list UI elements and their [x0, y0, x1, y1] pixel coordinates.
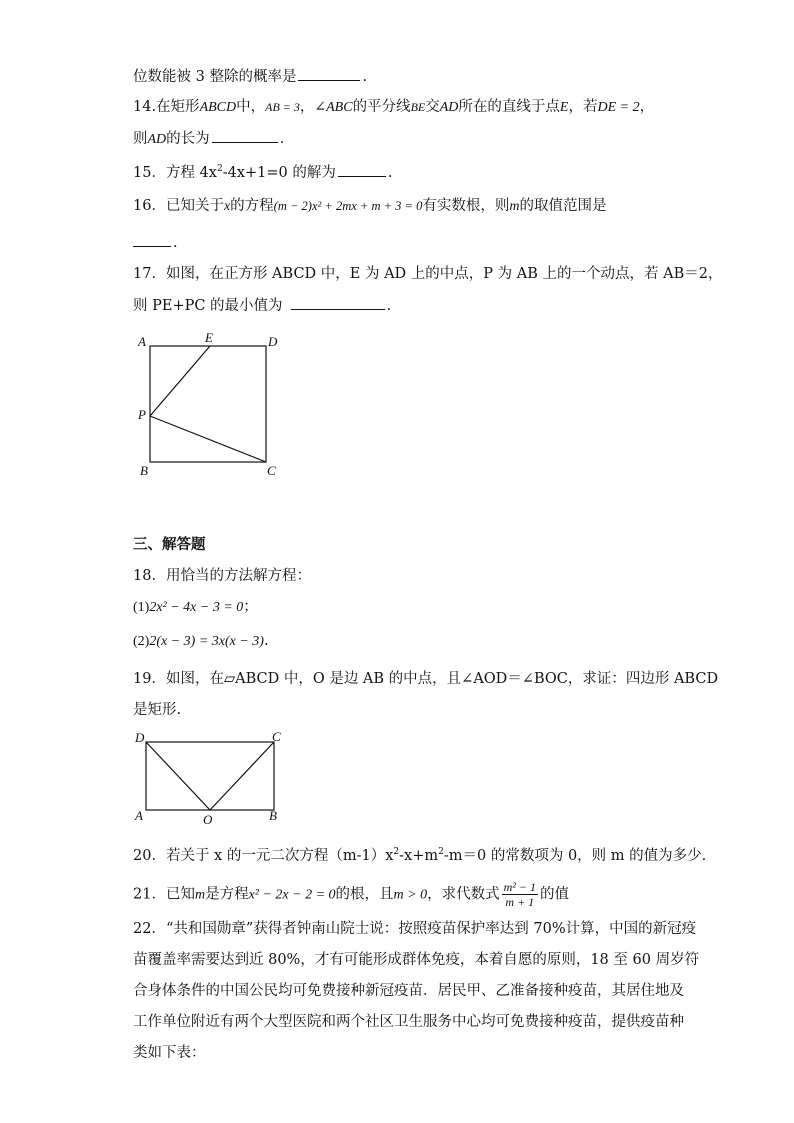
q16-text: 的方程: [230, 198, 274, 214]
square-abcd: [150, 346, 266, 462]
q18-text: ；: [243, 599, 258, 615]
q20-sup: 2: [393, 847, 400, 857]
rectangle-abcd: [146, 742, 274, 810]
q21-line: [133, 880, 569, 909]
section-heading: 三、解答题: [133, 536, 206, 553]
label-p: P: [138, 407, 146, 422]
label-b: B: [269, 808, 277, 823]
q14-math: E: [559, 100, 569, 115]
q20-text: -x+m: [399, 847, 439, 864]
q15-text: 15．方程 4x: [133, 164, 217, 181]
answer-blank-17[interactable]: [291, 295, 385, 310]
q18-part-1: [133, 597, 258, 618]
label-d: D: [268, 334, 278, 349]
answer-blank-15[interactable]: [338, 162, 386, 177]
q14-text: 交: [425, 99, 440, 115]
figure-17-square: [130, 328, 290, 478]
q17-line-1: 17．如图，在正方形 ABCD 中，E 为 AD 上的中点，P 为 AB 上的一个动点，若 AB＝2，: [133, 266, 723, 282]
segment-do: [146, 742, 210, 810]
label-c: C: [267, 463, 276, 478]
q21-fraction: [502, 880, 538, 909]
fraction-denominator: m + 1: [505, 895, 535, 909]
label-d: D: [135, 730, 145, 745]
q21-text: ，求代数式: [427, 886, 500, 903]
q14-text: 中，: [236, 99, 266, 115]
q18-title: 18．用恰当的方法解方程：: [133, 568, 311, 584]
q22-line-4: 工作单位附近有两个大型医院和两个社区卫生服务中心均可免费接种疫苗，提供疫苗种: [133, 1014, 684, 1030]
q14-text: 14.在矩形: [133, 99, 200, 115]
q14-text: ，若: [568, 99, 598, 115]
q20-line: [133, 842, 706, 866]
q16-line-2: .: [133, 232, 178, 253]
label-a: A: [135, 808, 143, 823]
segment-co: [210, 742, 274, 810]
q21-text: 21．已知: [133, 886, 195, 903]
segment-pc: [150, 416, 266, 462]
q21-text: 是方程: [205, 886, 249, 903]
q14-math: BE: [410, 100, 426, 114]
q21-equation: x² − 2x − 2 = 0: [248, 887, 336, 903]
answer-blank-14[interactable]: [212, 128, 278, 143]
q18-equation-2: 2(x − 3) = 3x(x − 3): [149, 634, 264, 649]
q17-line-2: 则 PE+PC 的最小值为 .: [133, 295, 391, 316]
segment-pe: [150, 346, 210, 416]
label-o: O: [203, 812, 213, 827]
label-a: A: [138, 334, 146, 349]
q17-text: 则 PE+PC 的最小值为: [133, 298, 283, 314]
q18-part-label: (1): [133, 600, 150, 615]
q22-line-3: 合身体条件的中国公民均可免费接种新冠疫苗．居民甲、乙准备接种疫苗，其居住地及: [133, 983, 684, 999]
q18-text: .: [263, 633, 269, 649]
q14-math: ABCD: [199, 100, 237, 115]
q16-text: 有实数根，则: [422, 198, 510, 214]
q16-math: x: [223, 199, 231, 214]
q22-line-1: 22．“共和国勋章”获得者钟南山院士说：按照疫苗保护率达到 70%计算，中国的新冠疫: [133, 921, 697, 937]
q14-text: 则: [133, 131, 148, 147]
q20-sup: 2: [438, 847, 444, 857]
answer-blank-16[interactable]: [133, 232, 171, 247]
q14-math: AD: [147, 132, 167, 147]
q14-text: 所在的直线于点: [458, 99, 560, 115]
q15-text: -4x+1=0 的解为: [222, 164, 336, 181]
q21-math: m: [194, 887, 206, 903]
q13-tail-text: 位数能被 3 整除的概率是: [133, 69, 297, 85]
q14-angle: ∠ABC: [314, 100, 353, 115]
figure-19-rectangle: [130, 728, 290, 828]
label-c: C: [272, 729, 281, 744]
q14-text: ，: [299, 99, 315, 115]
q20-text: 20．若关于 x 的一元二次方程（m-1）x: [133, 847, 394, 864]
fraction-numerator: m² − 1: [503, 880, 536, 894]
q22-line-5: 类如下表：: [133, 1045, 206, 1061]
q15-sup: 2: [216, 164, 223, 174]
q18-equation-1: 2x² − 4x − 3 = 0: [149, 600, 244, 615]
q22-line-2: 苗覆盖率需要达到近 80%，才有可能形成群体免疫，本着自愿的原则，18 至 60 周岁符: [133, 952, 700, 968]
q14-text: 的平分线: [352, 99, 411, 115]
q13-tail-line: 位数能被 3 整除的概率是 .: [133, 66, 367, 87]
answer-blank-13[interactable]: [298, 66, 360, 81]
q14-line-1: [133, 97, 654, 118]
q16-text: 16．已知关于: [133, 198, 224, 214]
q18-part-2: [133, 631, 269, 652]
q14-text: 的长为: [166, 131, 210, 147]
label-b: B: [140, 463, 148, 478]
q14-text: ，: [639, 99, 655, 115]
label-e: E: [205, 330, 213, 345]
q19-line-2: 是矩形.: [133, 702, 182, 718]
q14-line-2: 则AD的长为 .: [133, 128, 284, 150]
q14-eq-de: DE = 2: [597, 100, 640, 115]
q21-condition: m > 0: [393, 887, 428, 903]
q14-math: AD: [439, 100, 459, 115]
q20-text: -m＝0 的常数项为 0，则 m 的值为多少.: [443, 847, 707, 864]
q14-eq-ab: AB = 3: [265, 100, 300, 114]
q18-part-label: (2): [133, 634, 150, 649]
q16-text: 的取值范围是: [519, 198, 607, 214]
q16-line: [133, 196, 606, 217]
q19-line-1: 19．如图，在▱ABCD 中，O 是边 AB 的中点，且∠AOD＝∠BOC，求证：四边形 ABCD: [133, 671, 719, 687]
q16-equation: (m − 2)x² + 2mx + m + 3 = 0: [273, 199, 423, 213]
q21-text: 的根，且: [335, 886, 394, 903]
q15-line: 15．方程 $4x^2-4x+1=0$ 的解为 .: [133, 159, 392, 183]
q16-math: m: [509, 199, 520, 214]
q21-text: 的值: [539, 886, 569, 903]
